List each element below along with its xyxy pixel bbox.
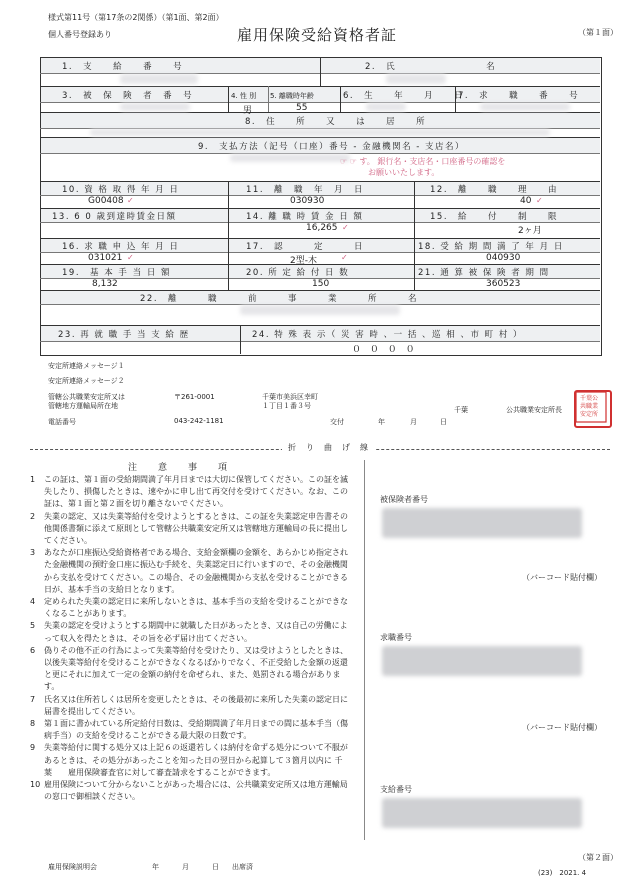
form-number: 様式第11号（第17条の2関係）（第1面、第2面）: [48, 13, 224, 22]
label-basic-allowance: 19. 基 本 手 当 日 額: [62, 268, 172, 278]
label-birthdate: 6. 生 年 月 日: [343, 91, 465, 101]
redacted-payment-number: [120, 74, 198, 84]
note-item: 3 あなたが口座振込受給資格者である場合、支給金額欄の金額を、あらかじめ指定された金融機関の預貯金口座に振込む手続を、失業認定日に行いますので、その金融機関から支払を受けてください。この場合、その金融機関から支払を受けることができる日が、基本手当の支給日となります。: [30, 548, 348, 594]
value-benefit-restriction: 2ヶ月: [518, 226, 542, 236]
office-message-2: 安定所連絡メッセージ２: [48, 377, 125, 385]
office-city: 千葉: [454, 406, 468, 414]
label-sex: 4. 性 別: [231, 92, 257, 100]
redacted-address: [90, 129, 550, 136]
redacted-name: [386, 74, 446, 84]
briefing-day: 日: [212, 863, 219, 871]
note-item: 8 第１面に書かれている所定給付日数は、受給期間満了年月日までの間に基本手当（傷病手当）の支給を受けることができる最大限の日数です。: [30, 719, 348, 741]
check-mark: ✓: [341, 253, 348, 262]
label-age: 5. 離職時年齢: [270, 92, 314, 100]
page-label-top: （第１面）: [578, 28, 618, 37]
value-sex: 男: [243, 106, 253, 116]
value-wage-at-separation: 16,265: [306, 223, 338, 233]
note-item: 4 定められた失業の認定日に来所しないときは、基本手当の支給を受けることができなくなることがあります。: [30, 597, 348, 619]
value-basic-allowance: 8,132: [92, 279, 118, 289]
value-application-date: 031021: [88, 253, 123, 263]
redacted-insured-number: [120, 103, 190, 111]
notes-title: 注 意 事 項: [128, 463, 229, 473]
label-job-number: 7. 求 職 番 号: [458, 91, 580, 101]
svg-text:千葉公: 千葉公: [580, 395, 599, 402]
label-name: 2. 氏 名: [365, 62, 497, 72]
barcode-payment-number: [382, 798, 582, 828]
note-item: 7 氏名又は住所若しくは居所を変更したときは、その後最初に来所した失業の認定日に届書を提出してください。: [30, 694, 348, 716]
check-mark: ✓: [127, 253, 134, 262]
office-postal: 〒261-0001: [174, 393, 215, 401]
value-special-indication: ０ ０ ０ ０: [352, 345, 418, 355]
label-wage-at-separation: 14. 離 職 時 賃 金 日 額: [246, 212, 364, 222]
my-number-note: 個人番号登録あり: [48, 30, 112, 39]
label-address: 8. 住 所 又 は 居 所: [245, 117, 427, 127]
redacted-bank: [230, 154, 350, 162]
svg-text:共職業: 共職業: [580, 403, 599, 410]
check-mark: ✓: [127, 196, 134, 205]
notes-list: [30, 474, 355, 803]
barcode-field-label-1: （バーコード貼付欄）: [522, 573, 602, 582]
briefing-label: 雇用保険説明会: [48, 863, 97, 871]
redacted-birthdate: [366, 103, 406, 111]
note-item: 10 雇用保険について分からないことがあった場合には、公共職業安定所又は地方運輸局の窓口で御相談ください。: [30, 780, 348, 802]
value-period-expiry: 040930: [486, 253, 521, 263]
phone-number: 043-242-1181: [174, 417, 224, 425]
note-item: 1 この証は、第１面の受給期間満了年月日までは大切に保管してください。この証を滅失したり、損傷したときは、速やかに申し出て再交付を受けてください。なお、この証は、第１面と第２面を切り離さないでください。: [30, 475, 348, 509]
note-item: 9 失業等給付に関する処分又は上記６の返還若しくは納付を命ずる処分について不服があるときは、その処分があったことを知った日の翌日から起算して３箇月以内に 千 葉 雇用保険審査官に対して審査請求をすることができます。: [30, 743, 351, 777]
payment-note-line1: ☞ ☞ す。 銀行名・支店名・口座番号の確認を: [340, 157, 506, 166]
insured-number-label: 被保険者番号: [380, 495, 428, 504]
value-acquisition-date: G00408: [88, 196, 124, 206]
check-mark: ✓: [342, 223, 349, 232]
office-address-line1: 千葉市美浜区幸町: [262, 393, 318, 401]
office-message-1: 安定所連絡メッセージ１: [48, 362, 125, 370]
label-prescribed-days: 20. 所 定 給 付 日 数: [246, 268, 350, 278]
redacted-employer: [240, 305, 400, 315]
label-acquisition-date: 10. 資 格 取 得 年 月 日: [62, 185, 180, 195]
redacted-job-number: [480, 103, 570, 111]
issued-label: 交付: [330, 418, 344, 426]
value-insured-period: 360523: [486, 279, 521, 289]
label-application-date: 16. 求 職 申 込 年 月 日: [62, 242, 180, 252]
issued-month: 月: [410, 418, 417, 426]
office-label: 公共職業安定所長: [506, 406, 562, 414]
briefing-month: 月: [182, 863, 189, 871]
note-item: 6 偽りその他不正の行為によって失業等給付を受けたり、又は受けようとしたときは、以後失業等給付を受けることができなくなるばかりでなく、不正受給した金額の返還と更にそれに加えて一定の金額の納付を命ぜられ、また、処罰される場合があります。: [30, 645, 348, 692]
barcode-insured-number: [382, 508, 582, 538]
office-seal-stamp: [574, 390, 612, 428]
svg-text:安定所: 安定所: [580, 411, 599, 418]
label-special-indication: 24. 特 殊 表 示（ 災 害 時 、一 括 、巡 相 、市 町 村 ）: [252, 330, 524, 340]
barcode-job-number: [382, 646, 582, 676]
label-separation-reason: 12. 離 職 理 由: [430, 185, 559, 195]
label-insured-number: 3. 被 保 険 者 番 号: [62, 91, 194, 101]
value-separation-date: 030930: [290, 196, 325, 206]
label-benefit-restriction: 15. 給 付 制 限: [430, 212, 559, 222]
phone-label: 電話番号: [48, 418, 76, 426]
label-insured-period: 21. 通 算 被 保 険 者 期 間: [418, 268, 550, 278]
payment-number-label: 支給番号: [380, 785, 412, 794]
label-certification-day: 17. 認 定 日: [246, 242, 365, 252]
label-period-expiry: 18. 受 給 期 間 満 了 年 月 日: [418, 242, 564, 252]
value-prescribed-days: 150: [312, 279, 330, 289]
label-separation-date: 11. 離 職 年 月 日: [246, 185, 365, 195]
form-code: (23) 2021. 4: [538, 869, 587, 877]
value-certification-day: 2型-木: [290, 256, 317, 266]
label-wage-at-60: 13. 6 0 歳到達時賃金日額: [52, 212, 177, 222]
briefing-year: 年: [152, 863, 159, 871]
office-address-line2: １丁目１番３号: [262, 402, 311, 410]
barcode-field-label-2: （バーコード貼付欄）: [522, 723, 602, 732]
panel-divider: [364, 460, 365, 840]
label-previous-employer: 22. 離 職 前 事 業 所 名: [140, 294, 419, 304]
note-item: 5 失業の認定を受けようとする期間中に就職した日があったとき、又は自己の労働によって収入を得たときは、その旨を必ず届け出てください。: [30, 621, 348, 643]
job-number-label: 求職番号: [380, 633, 412, 642]
label-payment-method: 9. 支払方法（記号（口座）番号 - 金融機関名 - 支店名）: [198, 142, 466, 152]
label-payment-number: 1. 支 給 番 号: [62, 62, 184, 72]
value-separation-reason: 40: [520, 196, 532, 206]
office-address-label-1: 管轄公共職業安定所又は: [48, 393, 125, 401]
office-address-label-2: 管轄地方運輸局所在地: [48, 402, 118, 410]
value-age: 55: [296, 103, 308, 113]
page-title: 雇用保険受給資格者証: [237, 26, 398, 44]
note-item: 2 失業の認定、又は失業等給付を受けようとするときは、この証を失業認定申告書その他関係書類に添えて原則として管轄公共職業安定所又は管轄地方運輸局の長に提出してください。: [30, 511, 348, 546]
issued-year: 年: [378, 418, 385, 426]
issued-day: 日: [440, 418, 447, 426]
fold-line-label: 折 り 曲 げ 線: [282, 442, 375, 453]
page-label-bottom: （第２面）: [578, 853, 618, 862]
label-reemployment-history: 23. 再 就 職 手 当 支 給 歴: [58, 330, 190, 340]
briefing-attended: 出席済: [232, 863, 253, 871]
check-mark: ✓: [536, 196, 543, 205]
payment-note-line2: お願いいたします。: [368, 168, 440, 177]
